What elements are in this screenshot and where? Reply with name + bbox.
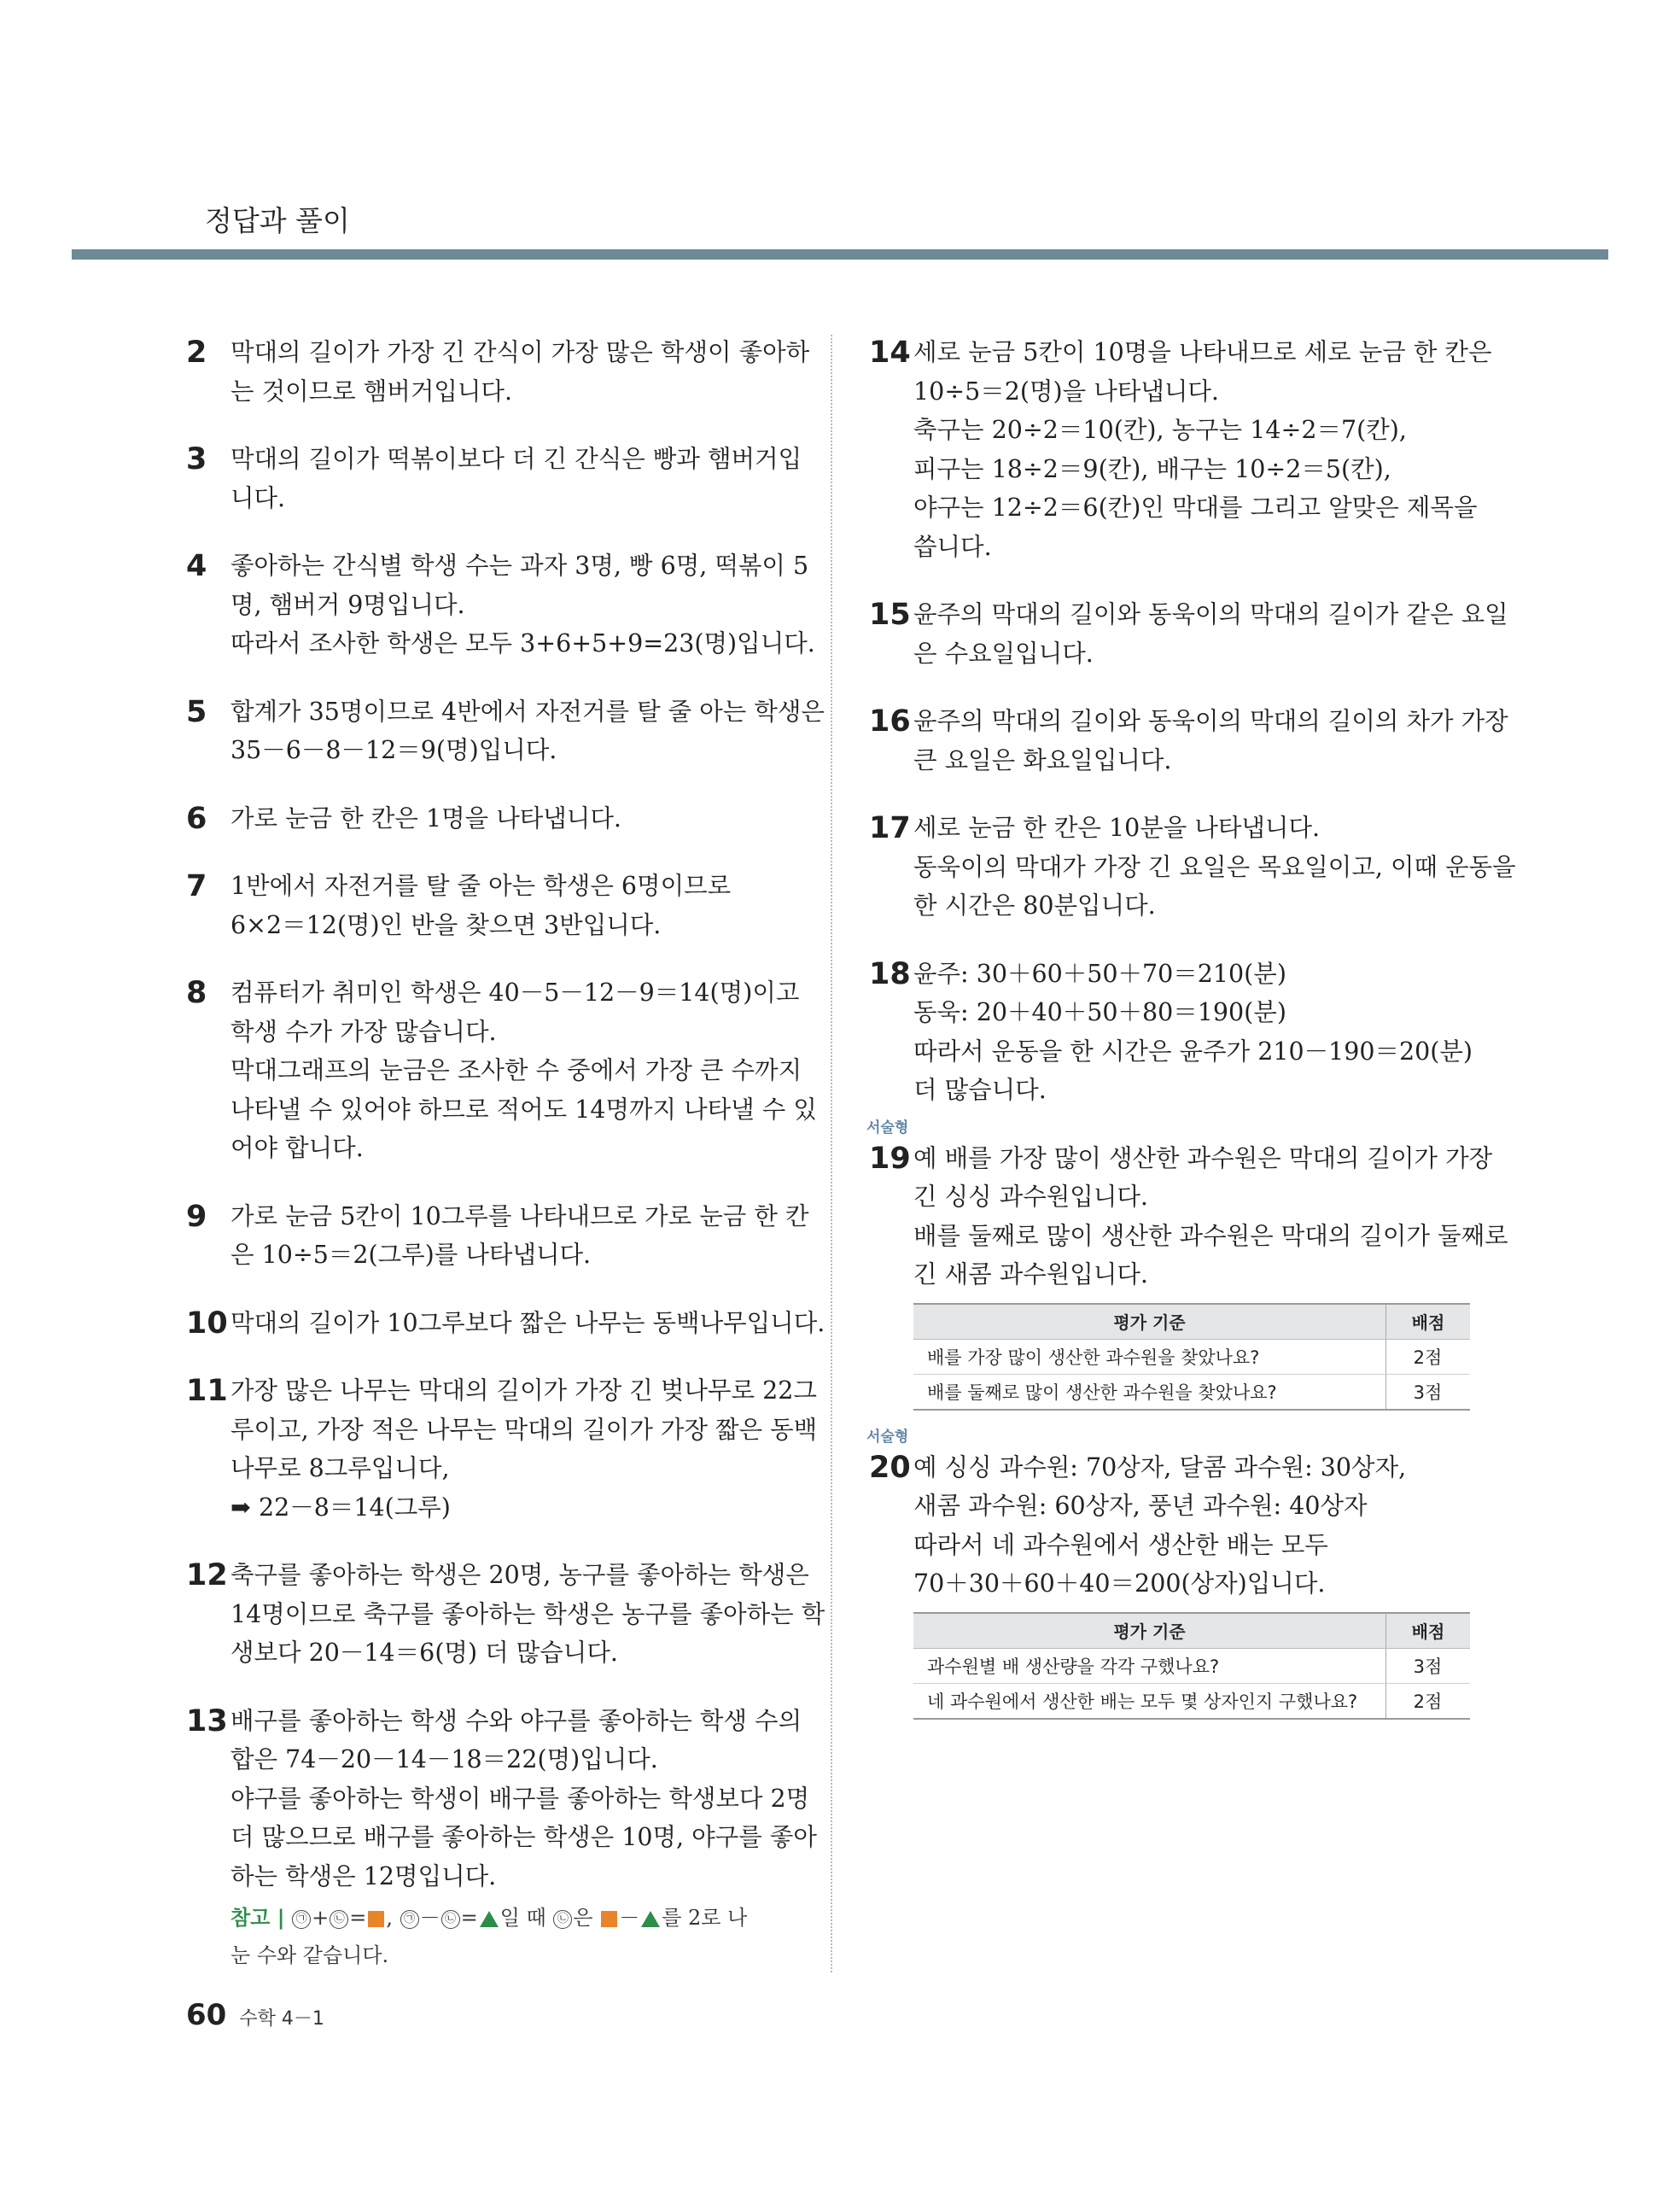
answer-item xyxy=(186,546,815,663)
text-line: 야구는 12÷2＝6(칸)인 막대를 그리고 알맞은 제목을 xyxy=(913,494,1478,522)
scoring-table xyxy=(913,1303,1470,1411)
item-number: 10 xyxy=(186,1306,228,1341)
text-line: 예 싱싱 과수원: 70상자, 달콤 과수원: 30상자, xyxy=(913,1452,1407,1481)
right-column xyxy=(866,333,1516,1723)
text-line: 하는 학생은 12명입니다. xyxy=(230,1861,497,1890)
answer-item xyxy=(186,692,825,770)
text-line: 막대그래프의 눈금은 조사한 수 중에서 가장 큰 수까지 xyxy=(230,1056,802,1084)
answer-item xyxy=(186,867,801,944)
answer-item xyxy=(186,333,810,411)
text-line: 1반에서 자전거를 탈 줄 아는 학생은 6명이므로 xyxy=(230,872,732,900)
text-line: 나무로 8그루입니다, xyxy=(230,1454,450,1482)
answer-item xyxy=(869,955,1472,1110)
orange-square-icon xyxy=(601,1911,617,1927)
text-line: 동욱이의 막대가 가장 긴 요일은 목요일이고, 이때 운동을 xyxy=(913,852,1516,881)
answer-item xyxy=(869,333,1492,566)
note-text: 일 때 xyxy=(499,1906,546,1930)
answer-item xyxy=(866,1119,1508,1411)
text-line: 윤주: 30＋60＋50＋70＝210(분) xyxy=(913,959,1286,988)
score-cell: 2점 xyxy=(1386,1683,1471,1719)
text-line: 더 많으므로 배구를 좋아하는 학생은 10명, 야구를 좋아 xyxy=(230,1823,817,1851)
text-line: 는 것이므로 햄버거입니다. xyxy=(230,377,513,406)
circled-b-icon: ㉡ xyxy=(330,1910,348,1929)
item-number: 2 xyxy=(186,336,207,370)
circled-b-icon: ㉡ xyxy=(441,1910,460,1929)
item-number: 4 xyxy=(186,549,207,583)
text-line: 컴퓨터가 취미인 학생은 40－5－12－9＝14(명)이고 xyxy=(230,979,800,1007)
answer-item xyxy=(186,1556,825,1673)
answer-item xyxy=(186,1197,809,1275)
text-line: 더 많습니다. xyxy=(913,1076,1047,1104)
answer-item xyxy=(186,440,801,517)
text-line: 긴 새콤 과수원입니다. xyxy=(913,1260,1148,1288)
text-line: 가로 눈금 한 칸은 1명을 나타냅니다. xyxy=(230,803,621,833)
text-line: 윤주의 막대의 길이와 동욱이의 막대의 길이의 차가 가장 xyxy=(913,707,1508,735)
score-cell: 3점 xyxy=(1386,1374,1471,1410)
note-line: 눈 수와 같습니다. xyxy=(230,1943,389,1967)
note-text: － xyxy=(419,1906,440,1930)
text-line: 큰 요일은 화요일입니다. xyxy=(913,745,1172,774)
answer-item xyxy=(869,595,1508,673)
item-number: 11 xyxy=(186,1374,228,1408)
item-number: 15 xyxy=(869,598,911,632)
text-line: 배를 둘째로 많이 생산한 과수원은 막대의 길이가 둘째로 xyxy=(913,1221,1508,1250)
item-number: 6 xyxy=(186,801,207,836)
text-line: 배구를 좋아하는 학생 수와 야구를 좋아하는 학생 수의 xyxy=(230,1706,802,1735)
item-number: 7 xyxy=(186,869,207,903)
answer-item xyxy=(186,799,801,838)
note-text: = xyxy=(460,1906,478,1930)
orange-square-icon xyxy=(368,1911,384,1927)
text-line: 합계가 35명이므로 4반에서 자전거를 탈 줄 아는 학생은 xyxy=(230,697,825,726)
text-line: 10÷5＝2(명)을 나타냅니다. xyxy=(913,377,1219,406)
text-line: 명, 햄버거 9명입니다. xyxy=(230,590,465,619)
score-cell: 3점 xyxy=(1386,1648,1471,1683)
item-number: 17 xyxy=(869,811,911,845)
text-line: 야구를 좋아하는 학생이 배구를 좋아하는 학생보다 2명 xyxy=(230,1784,810,1813)
page-header-title: 정답과 풀이 xyxy=(205,204,350,237)
table-header-score: 배점 xyxy=(1386,1613,1471,1649)
item-number: 13 xyxy=(186,1703,228,1738)
note-line xyxy=(230,1899,801,1937)
text-line: 생보다 20－14＝6(명) 더 많습니다. xyxy=(230,1639,618,1667)
table-row xyxy=(913,1683,1470,1719)
note-text: = xyxy=(349,1906,367,1930)
text-line: 세로 눈금 5칸이 10명을 나타내므로 세로 눈금 한 칸은 xyxy=(913,338,1492,366)
text-line: 은 10÷5＝2(그루)를 나타냅니다. xyxy=(230,1241,592,1269)
item-number: 19 xyxy=(869,1141,911,1176)
item-number: 16 xyxy=(869,704,911,739)
text-line: 새콤 과수원: 60상자, 풍년 과수원: 40상자 xyxy=(913,1492,1368,1520)
note-text: + xyxy=(312,1906,330,1930)
note-text: 를 2로 나 xyxy=(662,1906,748,1930)
text-line: 나타낼 수 있어야 하므로 적어도 14명까지 나타낼 수 있 xyxy=(230,1095,817,1124)
answer-item xyxy=(186,1371,818,1527)
text-line: 윤주의 막대의 길이와 동욱이의 막대의 길이가 같은 요일 xyxy=(913,600,1508,628)
criteria-cell: 배를 둘째로 많이 생산한 과수원을 찾았나요? xyxy=(913,1374,1386,1410)
circled-b-icon: ㉡ xyxy=(553,1910,572,1929)
text-line: 가로 눈금 5칸이 10그루를 나타내므로 가로 눈금 한 칸 xyxy=(230,1201,809,1230)
text-line: ➡ 22－8＝14(그루) xyxy=(230,1493,451,1522)
circled-a-icon: ㉠ xyxy=(292,1910,311,1929)
item-number: 3 xyxy=(186,442,207,476)
item-number: 9 xyxy=(186,1199,207,1234)
text-line: 따라서 운동을 한 시간은 윤주가 210－190＝20(분) xyxy=(913,1037,1473,1066)
text-line: 어야 합니다. xyxy=(230,1134,364,1162)
text-line: 합은 74－20－14－18＝22(명)입니다. xyxy=(230,1745,658,1773)
page-footer xyxy=(186,1998,324,2032)
column-divider xyxy=(831,335,832,1972)
answer-item xyxy=(186,1304,825,1343)
essay-tag: 서술형 xyxy=(866,1119,909,1136)
note-text: － xyxy=(619,1906,640,1930)
table-row xyxy=(913,1648,1470,1683)
item-number: 8 xyxy=(186,976,207,1010)
item-number: 5 xyxy=(186,694,207,729)
table-header-row xyxy=(913,1613,1470,1649)
answer-item xyxy=(869,809,1516,926)
green-triangle-icon xyxy=(480,1911,499,1927)
text-line: 막대의 길이가 떡볶이보다 더 긴 간식은 빵과 햄버거입 xyxy=(230,445,802,473)
item-number: 18 xyxy=(869,956,911,991)
table-row xyxy=(913,1374,1470,1410)
table-row xyxy=(913,1339,1470,1374)
text-line: 학생 수가 가장 많습니다. xyxy=(230,1017,497,1046)
essay-tag: 서술형 xyxy=(866,1428,909,1446)
green-triangle-icon xyxy=(641,1911,660,1927)
answer-item xyxy=(186,973,817,1168)
text-line: 가장 많은 나무는 막대의 길이가 가장 긴 벚나무로 22그 xyxy=(230,1376,817,1405)
text-line: 은 수요일입니다. xyxy=(913,639,1094,668)
table-header-row xyxy=(913,1304,1470,1340)
text-line: 따라서 조사한 학생은 모두 3+6+5+9=23(명)입니다. xyxy=(230,629,815,657)
item-number: 12 xyxy=(186,1558,228,1592)
text-line: 따라서 네 과수원에서 생산한 배는 모두 xyxy=(913,1530,1328,1559)
text-line: 긴 싱싱 과수원입니다. xyxy=(913,1183,1148,1211)
scoring-table xyxy=(913,1612,1470,1720)
header-bar xyxy=(72,249,1608,260)
text-line: 동욱: 20＋40＋50＋80＝190(분) xyxy=(913,998,1286,1026)
text-line: 피구는 18÷2＝9(칸), 배구는 10÷2＝5(칸), xyxy=(913,454,1391,483)
item-number: 14 xyxy=(869,336,911,370)
criteria-cell: 배를 가장 많이 생산한 과수원을 찾았나요? xyxy=(913,1339,1386,1374)
note-text: 은 xyxy=(573,1906,593,1930)
criteria-cell: 네 과수원에서 생산한 배는 모두 몇 상자인지 구했나요? xyxy=(913,1683,1386,1719)
page-number: 60 xyxy=(186,1998,227,2032)
text-line: 70＋30＋60＋40＝200(상자)입니다. xyxy=(913,1569,1326,1598)
answer-item xyxy=(186,1702,817,1975)
text-line: 좋아하는 간식별 학생 수는 과자 3명, 빵 6명, 떡볶이 5 xyxy=(230,552,809,580)
text-line: 세로 눈금 한 칸은 10분을 나타냅니다. xyxy=(913,814,1321,842)
text-line: 한 시간은 80분입니다. xyxy=(913,891,1156,920)
text-line: 니다. xyxy=(230,483,286,512)
circled-a-icon: ㉠ xyxy=(400,1910,419,1929)
score-cell: 2점 xyxy=(1386,1339,1471,1374)
text-line: 루이고, 가장 적은 나무는 막대의 길이가 가장 짧은 동백 xyxy=(230,1415,818,1444)
text-line: 축구를 좋아하는 학생은 20명, 농구를 좋아하는 학생은 xyxy=(230,1561,809,1589)
table-header-criteria: 평가 기준 xyxy=(913,1304,1386,1340)
criteria-cell: 과수원별 배 생산량을 각각 구했나요? xyxy=(913,1648,1386,1683)
answer-item xyxy=(866,1428,1472,1720)
text-line: 막대의 길이가 가장 긴 간식이 가장 많은 학생이 좋아하 xyxy=(230,338,810,366)
text-line: 35－6－8－12＝9(명)입니다. xyxy=(230,736,557,764)
table-header-score: 배점 xyxy=(1386,1304,1471,1340)
note-label: 참고 | xyxy=(230,1906,285,1930)
note-text: , xyxy=(386,1906,393,1930)
text-line: 6×2＝12(명)인 반을 찾으면 3반입니다. xyxy=(230,910,662,939)
book-title: 수학 4－1 xyxy=(239,2008,324,2030)
table-header-criteria: 평가 기준 xyxy=(913,1613,1386,1649)
left-column xyxy=(186,333,825,1974)
text-line: 막대의 길이가 10그루보다 짧은 나무는 동백나무입니다. xyxy=(230,1308,825,1337)
text-line: 씁니다. xyxy=(913,532,992,561)
item-number: 20 xyxy=(869,1450,911,1485)
text-line: 14명이므로 축구를 좋아하는 학생은 농구를 좋아하는 학 xyxy=(230,1599,825,1628)
text-line: 예 배를 가장 많이 생산한 과수원은 막대의 길이가 가장 xyxy=(913,1143,1493,1172)
answer-item xyxy=(869,702,1508,780)
text-line: 축구는 20÷2＝10(칸), 농구는 14÷2＝7(칸), xyxy=(913,416,1407,444)
